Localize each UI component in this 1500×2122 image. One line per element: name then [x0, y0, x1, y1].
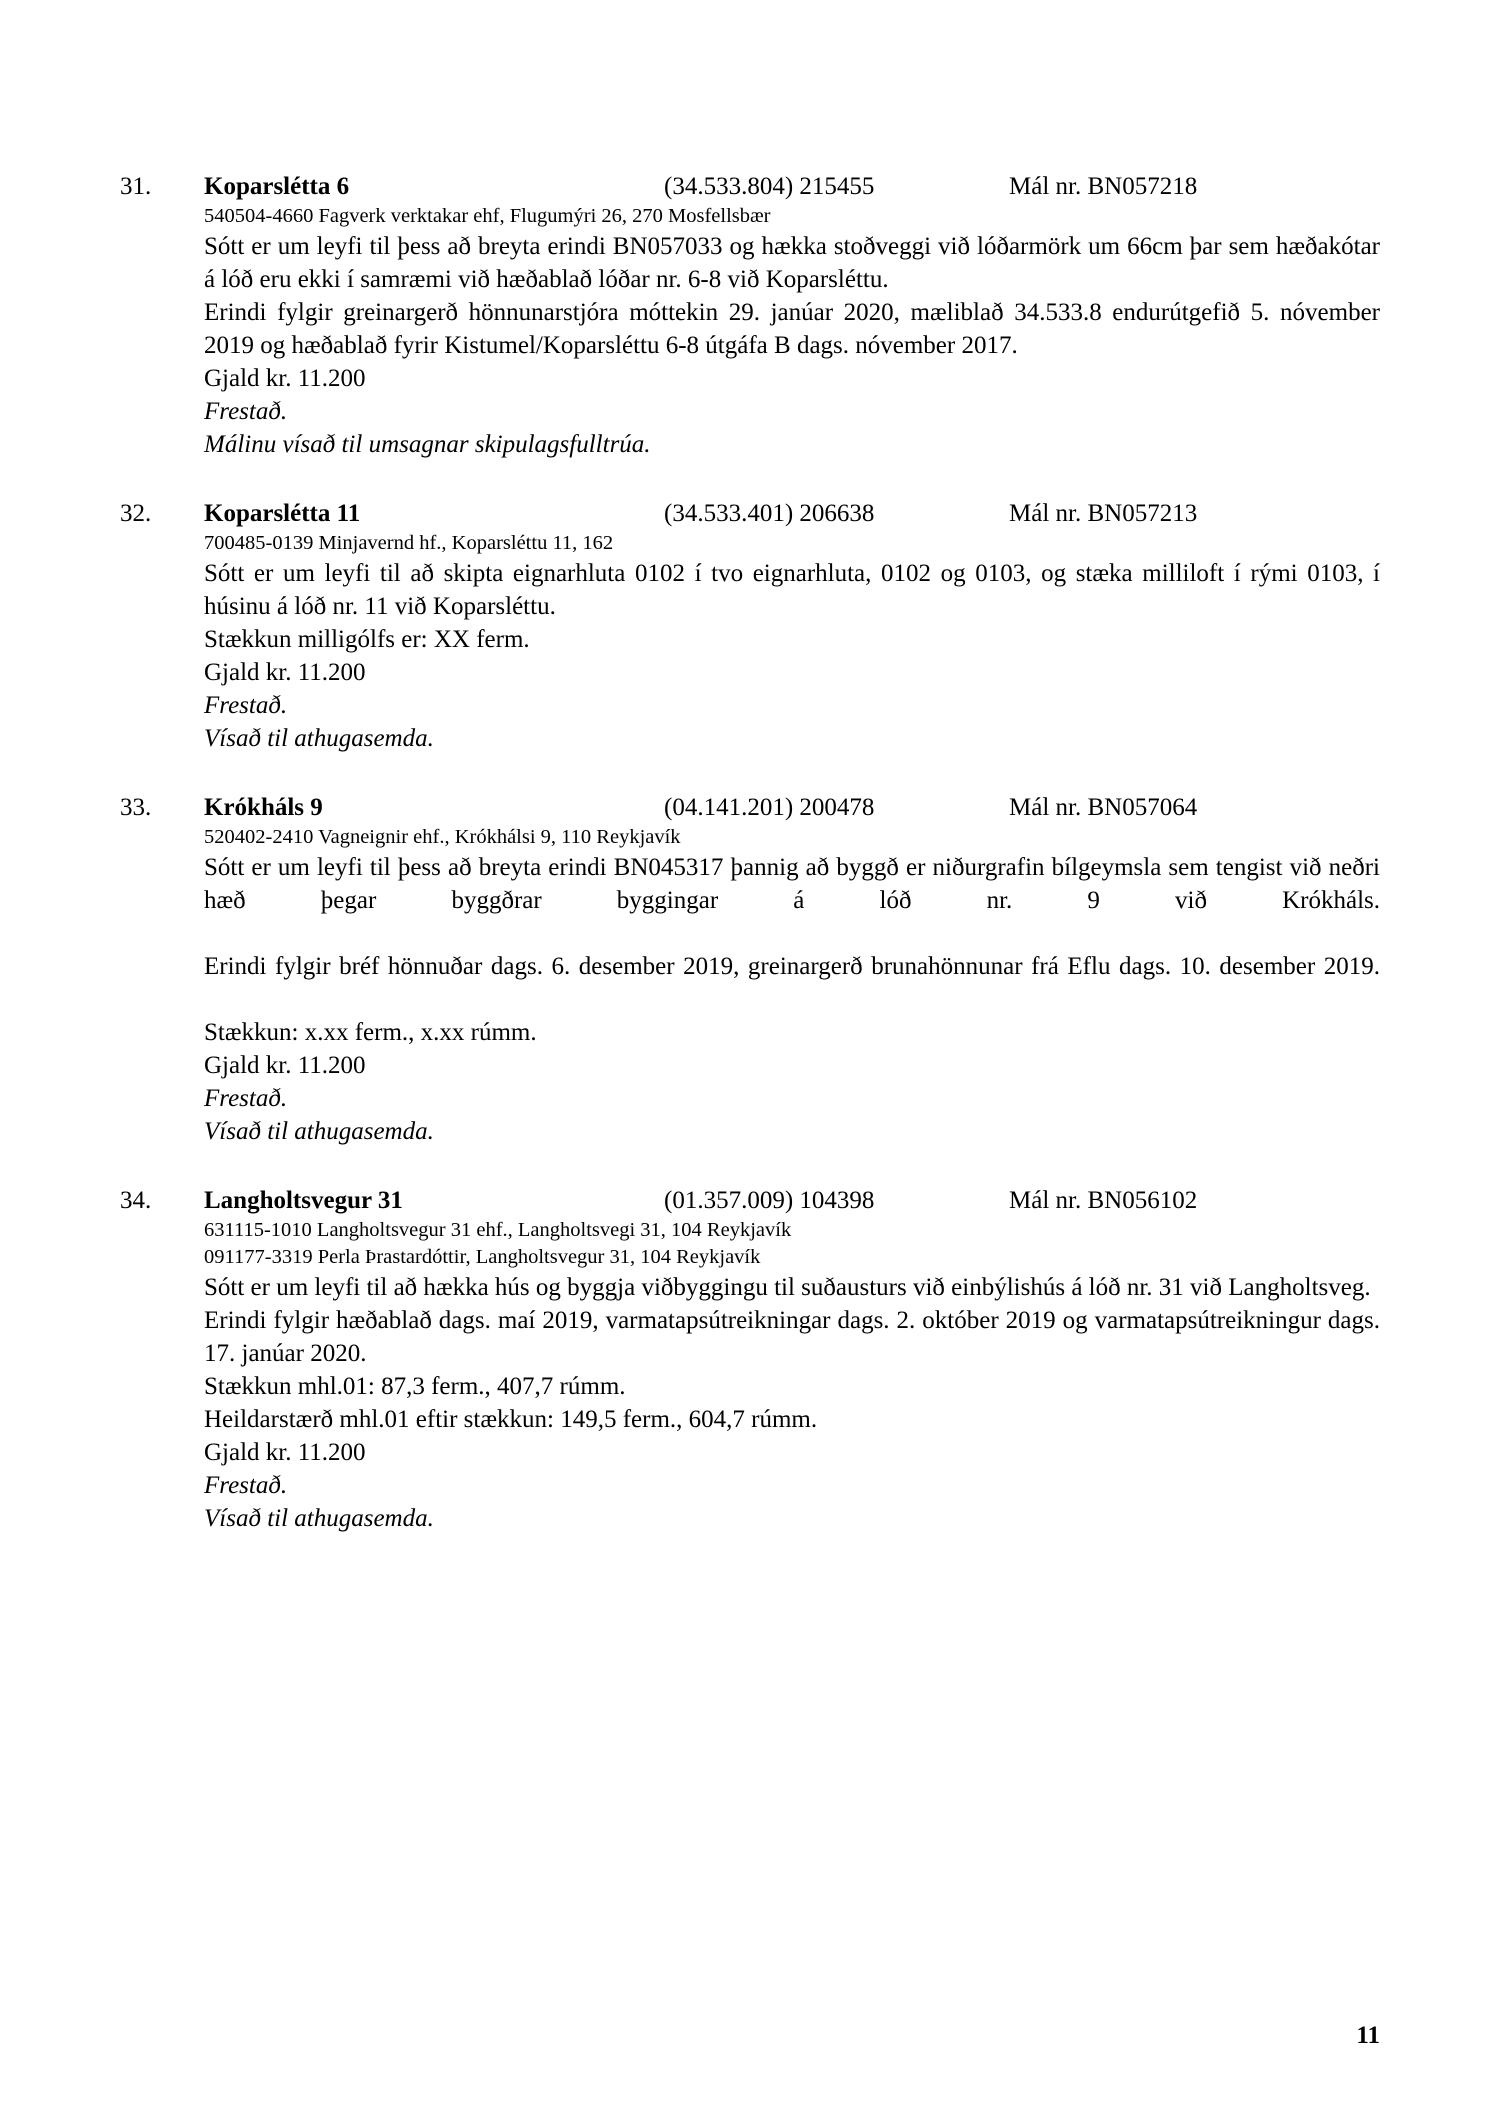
entry-fee: Gjald kr. 11.200 — [204, 365, 366, 392]
entry-applicant: 091177-3319 Perla Þrastardóttir, Langholtsvegur 31, 104 Reykjavík — [204, 1246, 761, 1268]
entry-number: 32. — [120, 500, 152, 527]
entry-number: 34. — [120, 1187, 152, 1214]
entry-property-number: (01.357.009) 104398 — [664, 1187, 875, 1214]
entry-paragraph: Sótt er um leyfi til þess að breyta erindi BN045317 þannig að byggð er niðurgrafin bílgeymsla sem tengist við neðri hæð þegar byggðrar byggingar á lóð nr. 9 við Krókháls. — [204, 854, 1380, 914]
entry-total-size: Heildarstærð mhl.01 eftir stækkun: 149,5 ferm., 604,7 rúmm. — [204, 1406, 818, 1433]
entry-size: Stækkun mhl.01: 87,3 ferm., 407,7 rúmm. — [204, 1373, 626, 1400]
entry-address: Krókháls 9 — [204, 794, 323, 821]
agenda-entry — [120, 791, 1380, 1148]
entry-case-number: Mál nr. BN057213 — [1009, 500, 1198, 527]
entry-paragraph: Erindi fylgir hæðablað dags. maí 2019, varmatapsútreikningar dags. 2. október 2019 og varmatapsútreikningur dags. 17. janúar 2020. — [204, 1307, 1380, 1367]
entry-case-number: Mál nr. BN056102 — [1009, 1187, 1198, 1214]
entry-status: Frestað. — [204, 1085, 288, 1112]
entry-fee: Gjald kr. 11.200 — [204, 1052, 366, 1079]
entry-size: Stækkun: x.xx ferm., x.xx rúmm. — [204, 1019, 537, 1046]
entry-case-number: Mál nr. BN057218 — [1009, 173, 1198, 200]
page-number: 11 — [1356, 2022, 1380, 2049]
entry-number: 31. — [120, 173, 152, 200]
entry-number: 33. — [120, 794, 152, 821]
entry-status-note: Vísað til athugasemda. — [204, 1505, 434, 1532]
entry-paragraph: Sótt er um leyfi til þess að breyta erindi BN057033 og hækka stoðveggi við lóðarmörk um 66cm þar sem hæðakótar á lóð eru ekki í samræmi við hæðablað lóðar nr. 6-8 við Koparsléttu. — [204, 233, 1380, 293]
entry-status-note: Málinu vísað til umsagnar skipulagsfulltrúa. — [204, 431, 651, 458]
entry-header — [204, 1184, 1380, 1217]
entry-status: Frestað. — [204, 398, 288, 425]
entry-paragraph: Stækkun milligólfs er: XX ferm. — [204, 626, 530, 653]
entry-address: Koparslétta 6 — [204, 173, 350, 200]
entry-fee: Gjald kr. 11.200 — [204, 1439, 366, 1466]
entry-applicant: 700485-0139 Minjavernd hf., Koparsléttu 11, 162 — [204, 532, 614, 554]
entry-status-note: Vísað til athugasemda. — [204, 1118, 434, 1145]
entry-paragraph: Erindi fylgir greinargerð hönnunarstjóra móttekin 29. janúar 2020, mæliblað 34.533.8 endurútgefið 5. nóvember 2019 og hæðablað fyrir Kistumel/Koparsléttu 6-8 útgáfa B dags. nóvember 2017. — [204, 299, 1380, 359]
entry-property-number: (04.141.201) 200478 — [664, 794, 875, 821]
entry-applicant: 520402-2410 Vagneignir ehf., Krókhálsi 9, 110 Reykjavík — [204, 826, 681, 848]
entry-paragraph: Sótt er um leyfi til að skipta eignarhluta 0102 í tvo eignarhluta, 0102 og 0103, og stæka milliloft í rými 0103, í húsinu á lóð nr. 11 við Koparsléttu. — [204, 560, 1380, 620]
entry-paragraph: Erindi fylgir bréf hönnuðar dags. 6. desember 2019, greinargerð brunahönnunar frá Eflu dags. 10. desember 2019. — [204, 953, 1380, 980]
entry-status-note: Vísað til athugasemda. — [204, 725, 434, 752]
entry-applicant: 631115-1010 Langholtsvegur 31 ehf., Langholtsvegi 31, 104 Reykjavík — [204, 1219, 792, 1241]
entry-property-number: (34.533.804) 215455 — [664, 173, 875, 200]
entry-header — [204, 497, 1380, 530]
entry-header — [204, 170, 1380, 203]
entry-header — [204, 791, 1380, 824]
agenda-entry — [120, 1184, 1380, 1535]
entry-status: Frestað. — [204, 1472, 288, 1499]
entry-status: Frestað. — [204, 692, 288, 719]
agenda-entry — [120, 170, 1380, 461]
entry-fee: Gjald kr. 11.200 — [204, 659, 366, 686]
entry-address: Koparslétta 11 — [204, 500, 361, 527]
entry-paragraph: Sótt er um leyfi til að hækka hús og byggja viðbyggingu til suðausturs við einbýlishús á lóð nr. 31 við Langholtsveg. — [204, 1274, 1371, 1301]
entry-case-number: Mál nr. BN057064 — [1009, 794, 1198, 821]
entry-address: Langholtsvegur 31 — [204, 1187, 403, 1214]
entry-applicant: 540504-4660 Fagverk verktakar ehf, Flugumýri 26, 270 Mosfellsbær — [204, 205, 771, 227]
agenda-entry — [120, 497, 1380, 755]
entry-property-number: (34.533.401) 206638 — [664, 500, 875, 527]
